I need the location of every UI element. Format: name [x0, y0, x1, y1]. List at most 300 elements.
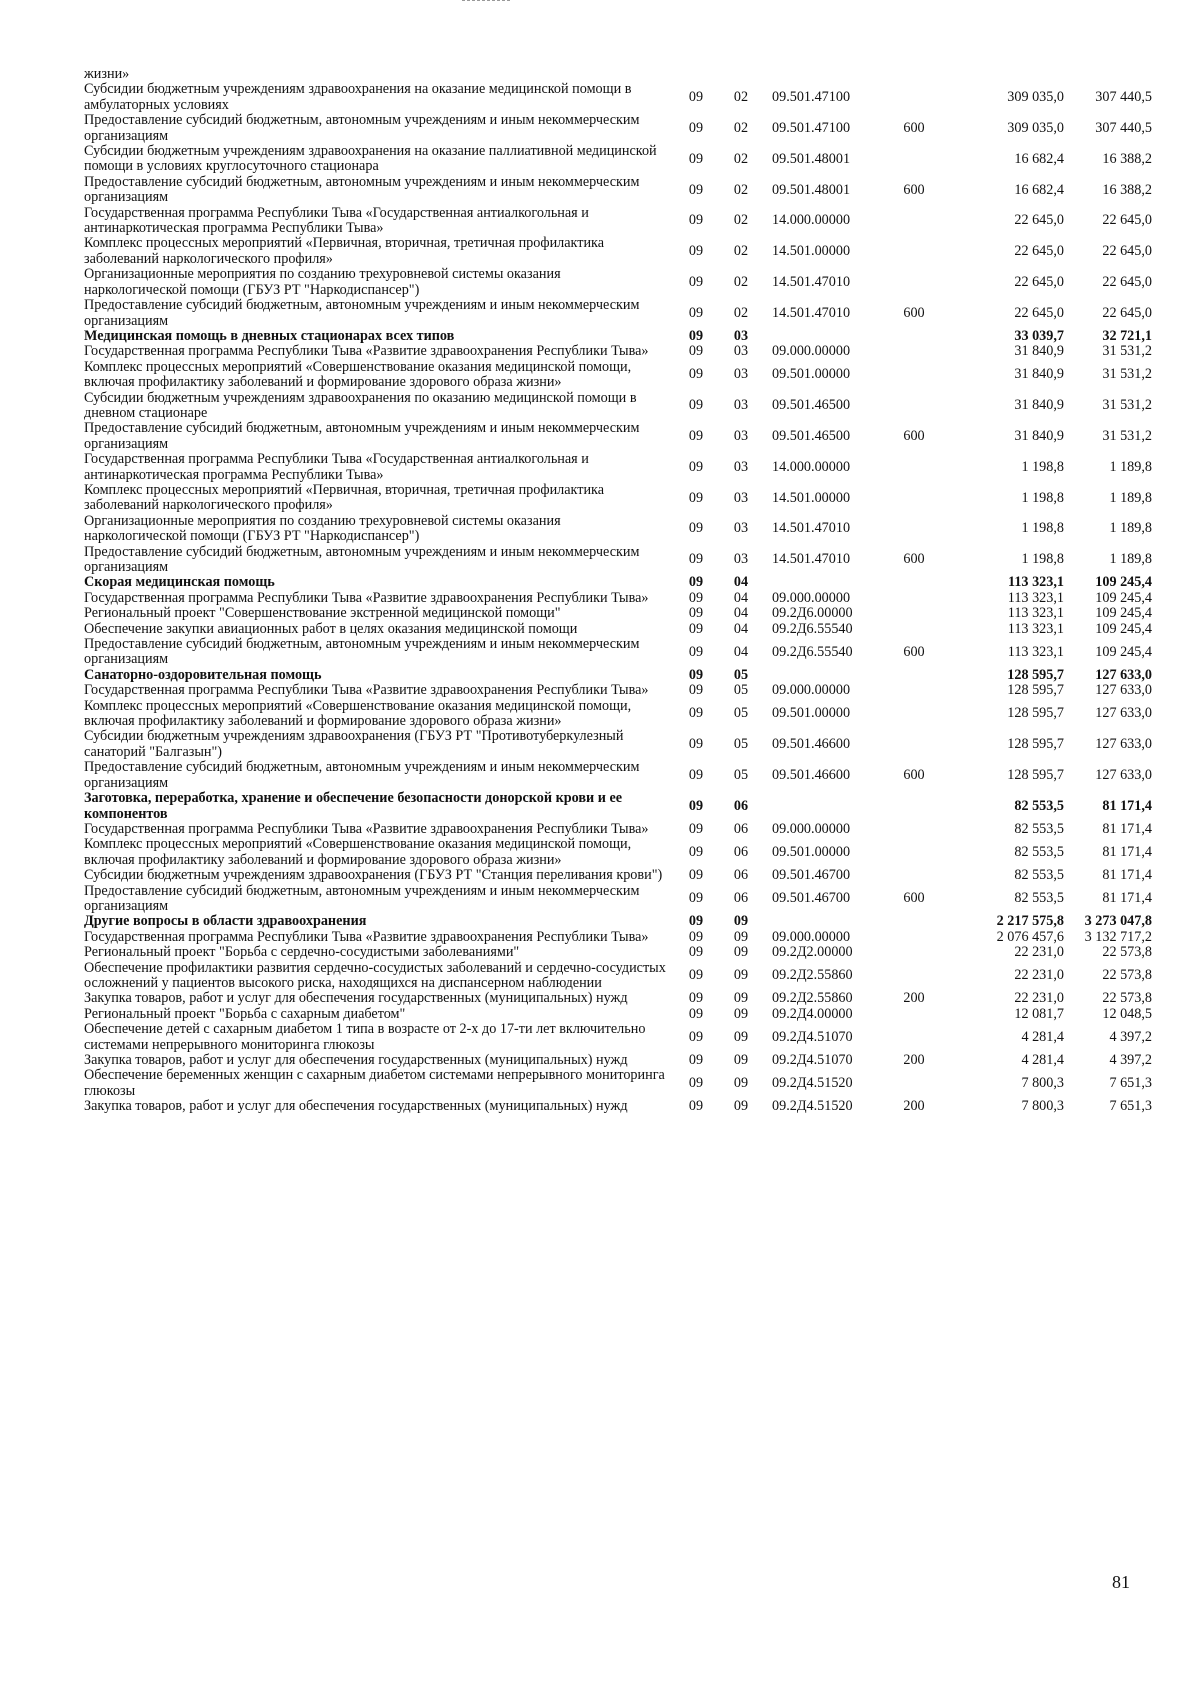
table-row	[84, 575, 1152, 590]
table-row	[84, 298, 1152, 329]
table-row	[84, 1007, 1152, 1022]
table-row	[84, 729, 1152, 760]
row-name: Предоставление субсидий бюджетным, автономным учреждениям и иным некоммерческим организациям	[84, 882, 640, 914]
table-row	[84, 421, 1152, 452]
table-row	[84, 914, 1152, 929]
expense-type-code	[888, 791, 940, 822]
amount-year-1: 12 081,7	[1014, 1005, 1064, 1022]
page-number: 81	[1112, 1572, 1130, 1592]
amount-year-1: 31 840,9	[1014, 366, 1064, 383]
target-article-code	[764, 668, 888, 683]
row-name: Субсидии бюджетным учреждениям здравоохранения на оказание паллиативной медицинской помощи в условиях круглосуточного стационара	[84, 143, 657, 175]
subsection-code: 04	[733, 605, 749, 622]
amount-year-2: 109 245,4	[1095, 589, 1152, 606]
subsection-code: 09	[733, 1075, 749, 1092]
expense-type-code	[888, 67, 940, 82]
target-article-code: 09.000.00000	[772, 682, 851, 699]
expense-type-code	[888, 914, 940, 929]
amount-year-1: 113 323,1	[1007, 643, 1064, 660]
expense-type-code	[888, 591, 940, 606]
section-code: 09	[688, 273, 704, 290]
row-name: Обеспечение профилактики развития сердечно-сосудистых заболеваний и сердечно-сосудистых осложнений у пациентов высокого риска, находящихся на диспансерном наблюдении	[84, 959, 666, 991]
section-code: 09	[688, 1052, 704, 1068]
expense-type-code: 600	[903, 890, 925, 907]
amount-year-1: 7 800,3	[1021, 1098, 1064, 1115]
section-code: 09	[688, 944, 704, 961]
target-article-code: 09.501.48001	[772, 150, 851, 167]
subsection-code: 03	[733, 397, 749, 414]
amount-year-1: 31 840,9	[1014, 397, 1064, 414]
table-row	[84, 637, 1152, 668]
section-code: 09	[688, 990, 704, 1007]
amount-year-1: 82 553,5	[1014, 844, 1064, 861]
expense-type-code	[888, 945, 940, 960]
table-row	[84, 144, 1152, 175]
table-row	[84, 113, 1152, 144]
row-name: Санаторно-оздоровительная помощь	[84, 666, 322, 683]
target-article-code: 09.501.47100	[772, 119, 851, 136]
amount-year-1: 22 231,0	[1014, 944, 1064, 961]
subsection-code: 06	[733, 820, 749, 837]
subsection-code: 04	[733, 620, 749, 637]
amount-year-1: 16 682,4	[1014, 150, 1064, 167]
amount-year-1: 33 039,7	[1014, 327, 1064, 344]
expense-type-code: 200	[903, 1052, 925, 1068]
row-name: Комплекс процессных мероприятий «Совершенствование оказания медицинской помощи, включая профилактику заболеваний и формирование здорового образа жизни»	[84, 836, 632, 868]
row-name: Государственная программа Республики Тыва «Государственная антиалкогольная и антинаркотическая программа Республики Тыва»	[84, 204, 589, 237]
amount-year-1: 1 198,8	[1021, 458, 1064, 475]
amount-year-1: 31 840,9	[1014, 428, 1064, 445]
target-article-code: 09.501.46600	[772, 736, 851, 753]
table-row	[84, 545, 1152, 576]
section-code: 09	[688, 343, 704, 360]
amount-year-1: 22 645,0	[1014, 243, 1064, 260]
section-code: 09	[688, 458, 704, 475]
section-code: 09	[688, 1098, 704, 1115]
expense-type-code	[888, 206, 940, 237]
section-code: 09	[688, 820, 704, 837]
table-row	[84, 267, 1152, 298]
amount-year-2: 31 531,2	[1102, 366, 1152, 383]
table-row	[84, 1099, 1152, 1114]
amount-year-2: 1 189,8	[1109, 458, 1152, 475]
section-code: 09	[688, 520, 704, 537]
table-row	[84, 344, 1152, 359]
section-code: 09	[688, 605, 704, 622]
subsection-code: 09	[733, 967, 749, 984]
amount-year-1: 309 035,0	[1007, 119, 1064, 136]
amount-year-2: 12 048,5	[1102, 1005, 1152, 1022]
row-name: Региональный проект "Совершенствование экстренной медицинской помощи"	[84, 605, 561, 622]
amount-year-2: 31 531,2	[1102, 343, 1152, 360]
amount-year-1: 22 231,0	[1014, 990, 1064, 1007]
subsection-code: 03	[733, 343, 749, 360]
subsection-code: 06	[733, 867, 749, 884]
target-article-code: 09.2Д6.00000	[772, 605, 853, 622]
subsection-code: 02	[733, 212, 749, 229]
amount-year-1: 309 035,0	[1007, 89, 1064, 106]
section-code: 09	[688, 212, 704, 229]
row-name: Предоставление субсидий бюджетным, автономным учреждениям и иным некоммерческим организациям	[84, 636, 640, 668]
target-article-code: 09.2Д4.00000	[772, 1005, 853, 1022]
row-name: Региональный проект "Борьба с сахарным диабетом"	[84, 1005, 406, 1022]
row-name: Государственная программа Республики Тыва «Развитие здравоохранения Республики Тыва»	[84, 928, 649, 945]
amount-year-2: 109 245,4	[1095, 574, 1152, 591]
table-row	[84, 683, 1152, 698]
table-row	[84, 1053, 1152, 1068]
target-article-code: 09.501.46700	[772, 867, 851, 884]
expense-type-code: 600	[903, 428, 925, 445]
section-code: 09	[688, 574, 704, 591]
target-article-code: 09.501.46700	[772, 890, 851, 907]
row-name: Субсидии бюджетным учреждениям здравоохранения (ГБУЗ РТ "Станция переливания крови")	[84, 867, 663, 884]
expense-type-code: 600	[903, 181, 925, 198]
amount-year-1	[940, 67, 1074, 82]
table-row	[84, 791, 1152, 822]
target-article-code: 14.501.47010	[772, 551, 851, 568]
target-article-code: 09.501.47100	[772, 89, 851, 106]
target-article-code: 09.2Д2.00000	[772, 944, 853, 961]
subsection-code: 04	[733, 589, 749, 606]
amount-year-1: 82 553,5	[1014, 867, 1064, 884]
amount-year-2: 127 633,0	[1095, 736, 1152, 753]
expense-type-code	[888, 82, 940, 113]
amount-year-1: 1 198,8	[1021, 520, 1064, 537]
subsection-code: 02	[733, 273, 749, 290]
section-code: 09	[688, 1005, 704, 1022]
target-article-code: 09.2Д4.51070	[772, 1028, 853, 1045]
expense-type-code	[888, 1022, 940, 1053]
amount-year-1: 1 198,8	[1021, 551, 1064, 568]
section-code: 09	[688, 397, 704, 414]
table-row	[84, 622, 1152, 637]
subsection-code: 05	[733, 736, 749, 753]
expense-type-code	[888, 329, 940, 344]
section-code: 09	[688, 181, 704, 198]
subsection-code: 04	[733, 574, 749, 591]
section-code: 09	[688, 867, 704, 884]
target-article-code: 09.501.00000	[772, 844, 851, 861]
row-name: Предоставление субсидий бюджетным, автономным учреждениям и иным некоммерческим организациям	[84, 543, 640, 575]
amount-year-2: 1 189,8	[1109, 520, 1152, 537]
scan-top-mark	[462, 0, 510, 4]
amount-year-2: 81 171,4	[1102, 867, 1152, 884]
expense-type-code	[888, 961, 940, 992]
subsection-code: 09	[733, 913, 749, 930]
amount-year-1: 82 553,5	[1014, 797, 1064, 814]
row-name: Государственная программа Республики Тыва «Развитие здравоохранения Республики Тыва»	[84, 682, 649, 699]
subsection-code: 09	[733, 1052, 749, 1068]
table-row	[84, 514, 1152, 545]
table-row	[84, 868, 1152, 883]
section-code: 09	[688, 89, 704, 106]
row-name: Предоставление субсидий бюджетным, автономным учреждениям и иным некоммерческим организациям	[84, 759, 640, 791]
row-name: Государственная программа Республики Тыва «Развитие здравоохранения Республики Тыва»	[84, 820, 649, 837]
table-row	[84, 822, 1152, 837]
amount-year-1: 128 595,7	[1007, 736, 1064, 753]
amount-year-1: 1 198,8	[1021, 489, 1064, 506]
subsection-code: 05	[733, 766, 749, 783]
amount-year-2: 3 273 047,8	[1084, 913, 1152, 930]
row-name: Заготовка, переработка, хранение и обеспечение безопасности донорской крови и ее компонентов	[84, 790, 623, 822]
table-row	[84, 360, 1152, 391]
amount-year-2: 7 651,3	[1109, 1098, 1152, 1115]
table-row	[84, 606, 1152, 621]
amount-year-2: 22 573,8	[1102, 990, 1152, 1007]
budget-table	[84, 67, 1152, 1115]
section-code: 09	[688, 705, 704, 722]
table-row	[84, 1022, 1152, 1053]
row-name: Предоставление субсидий бюджетным, автономным учреждениям и иным некоммерческим организациям	[84, 420, 640, 452]
amount-year-1: 4 281,4	[1021, 1028, 1064, 1045]
expense-type-code: 200	[903, 990, 925, 1007]
table-row	[84, 67, 1152, 82]
table-row	[84, 82, 1152, 113]
table-row	[84, 699, 1152, 730]
expense-type-code	[888, 575, 940, 590]
row-name: Предоставление субсидий бюджетным, автономным учреждениям и иным некоммерческим организациям	[84, 297, 640, 329]
section-code	[674, 67, 718, 82]
row-name: Комплекс процессных мероприятий «Совершенствование оказания медицинской помощи, включая профилактику заболеваний и формирование здорового образа жизни»	[84, 697, 632, 730]
amount-year-2: 22 645,0	[1102, 243, 1152, 260]
amount-year-2	[1074, 67, 1152, 82]
target-article-code: 09.000.00000	[772, 343, 851, 360]
section-code: 09	[688, 928, 704, 945]
subsection-code: 06	[733, 844, 749, 861]
subsection-code: 09	[733, 1028, 749, 1045]
expense-type-code	[888, 668, 940, 683]
amount-year-1: 22 231,0	[1014, 967, 1064, 984]
expense-type-code	[888, 622, 940, 637]
section-code: 09	[688, 766, 704, 783]
amount-year-1: 22 645,0	[1014, 304, 1064, 321]
target-article-code	[764, 329, 888, 344]
target-article-code: 14.000.00000	[772, 212, 851, 229]
target-article-code: 14.000.00000	[772, 458, 851, 475]
target-article-code: 14.501.47010	[772, 304, 851, 321]
row-name: жизни»	[84, 66, 130, 82]
subsection-code: 02	[733, 150, 749, 167]
target-article-code: 09.501.46600	[772, 766, 851, 783]
amount-year-2: 127 633,0	[1095, 705, 1152, 722]
section-code: 09	[688, 589, 704, 606]
row-name: Государственная программа Республики Тыва «Развитие здравоохранения Республики Тыва»	[84, 589, 649, 606]
subsection-code: 09	[733, 928, 749, 945]
row-name: Комплекс процессных мероприятий «Первичная, вторичная, третичная профилактика заболеваний наркологического профиля»	[84, 481, 605, 514]
amount-year-1: 113 323,1	[1007, 605, 1064, 622]
row-name: Обеспечение детей с сахарным диабетом 1 типа в возрасте от 2-х до 17-ти лет включительно системами непрерывного мониторинга глюкозы	[84, 1021, 646, 1053]
row-name: Закупка товаров, работ и услуг для обеспечения государственных (муниципальных) нужд	[84, 990, 628, 1007]
table-row	[84, 1068, 1152, 1099]
row-name: Региональный проект "Борьба с сердечно-сосудистыми заболеваниями"	[84, 944, 520, 961]
section-code: 09	[688, 967, 704, 984]
target-article-code: 09.000.00000	[772, 928, 851, 945]
amount-year-2: 1 189,8	[1109, 489, 1152, 506]
subsection-code: 05	[733, 705, 749, 722]
section-code: 09	[688, 428, 704, 445]
expense-type-code	[888, 606, 940, 621]
target-article-code: 09.2Д2.55860	[772, 967, 853, 984]
row-name: Медицинская помощь в дневных стационарах всех типов	[84, 327, 455, 344]
amount-year-2: 127 633,0	[1095, 682, 1152, 699]
subsection-code: 03	[733, 458, 749, 475]
expense-type-code	[888, 868, 940, 883]
amount-year-2: 307 440,5	[1095, 119, 1152, 136]
row-name: Другие вопросы в области здравоохранения	[84, 913, 367, 930]
subsection-code: 03	[733, 489, 749, 506]
subsection-code: 09	[733, 1098, 749, 1115]
amount-year-2: 4 397,2	[1109, 1028, 1152, 1045]
expense-type-code	[888, 837, 940, 868]
row-name: Скорая медицинская помощь	[84, 574, 275, 591]
target-article-code: 09.2Д4.51070	[772, 1052, 853, 1068]
amount-year-2: 109 245,4	[1095, 643, 1152, 660]
section-code: 09	[688, 1028, 704, 1045]
table-row	[84, 837, 1152, 868]
amount-year-1: 113 323,1	[1007, 620, 1064, 637]
target-article-code: 14.501.00000	[772, 489, 851, 506]
row-name: Организационные мероприятия по созданию трехуровневой системы оказания наркологической помощи (ГБУЗ РТ "Наркодиспансер")	[84, 512, 561, 545]
table-row	[84, 930, 1152, 945]
section-code: 09	[688, 243, 704, 260]
row-name: Организационные мероприятия по созданию трехуровневой системы оказания наркологической помощи (ГБУЗ РТ "Наркодиспансер")	[84, 266, 561, 298]
target-article-code: 09.2Д2.55860	[772, 990, 853, 1007]
section-code: 09	[688, 327, 704, 344]
expense-type-code	[888, 514, 940, 545]
table-row	[84, 483, 1152, 514]
table-row	[84, 329, 1152, 344]
table-row	[84, 668, 1152, 683]
row-name: Обеспечение закупки авиационных работ в целях оказания медицинской помощи	[84, 620, 578, 637]
amount-year-2: 22 573,8	[1102, 967, 1152, 984]
expense-type-code: 600	[903, 766, 925, 783]
amount-year-1: 128 595,7	[1007, 666, 1064, 683]
section-code: 09	[688, 150, 704, 167]
expense-type-code	[888, 391, 940, 422]
amount-year-2: 81 171,4	[1102, 844, 1152, 861]
amount-year-1: 4 281,4	[1021, 1052, 1064, 1068]
amount-year-1: 22 645,0	[1014, 273, 1064, 290]
section-code: 09	[688, 489, 704, 506]
amount-year-2: 109 245,4	[1095, 605, 1152, 622]
expense-type-code	[888, 1068, 940, 1099]
expense-type-code: 200	[903, 1098, 925, 1115]
section-code: 09	[688, 797, 704, 814]
row-name: Субсидии бюджетным учреждениям здравоохранения по оказанию медицинской помощи в дневном стационаре	[84, 389, 637, 421]
subsection-code: 02	[733, 181, 749, 198]
table-row	[84, 391, 1152, 422]
target-article-code: 09.000.00000	[772, 820, 851, 837]
target-article-code	[764, 575, 888, 590]
expense-type-code	[888, 360, 940, 391]
row-name: Государственная программа Республики Тыва «Развитие здравоохранения Республики Тыва»	[84, 343, 649, 360]
table-row	[84, 206, 1152, 237]
section-code: 09	[688, 844, 704, 861]
amount-year-1: 22 645,0	[1014, 212, 1064, 229]
expense-type-code	[888, 452, 940, 483]
section-code: 09	[688, 682, 704, 699]
table-body	[84, 67, 1152, 1115]
table-row	[84, 991, 1152, 1006]
subsection-code: 05	[733, 682, 749, 699]
target-article-code: 09.501.00000	[772, 366, 851, 383]
section-code: 09	[688, 736, 704, 753]
amount-year-2: 4 397,2	[1109, 1052, 1152, 1068]
row-name: Комплекс процессных мероприятий «Первичная, вторичная, третичная профилактика заболеваний наркологического профиля»	[84, 235, 605, 267]
row-name: Предоставление субсидий бюджетным, автономным учреждениям и иным некоммерческим организациям	[84, 173, 640, 206]
amount-year-2: 81 171,4	[1102, 797, 1152, 814]
table-row	[84, 175, 1152, 206]
subsection-code: 09	[733, 1005, 749, 1022]
subsection-code: 04	[733, 643, 749, 660]
amount-year-1: 113 323,1	[1008, 574, 1064, 591]
amount-year-2: 31 531,2	[1102, 397, 1152, 414]
amount-year-2: 16 388,2	[1102, 181, 1152, 198]
subsection-code: 03	[733, 428, 749, 445]
subsection-code: 09	[733, 944, 749, 961]
amount-year-2: 1 189,8	[1109, 551, 1152, 568]
target-article-code: 09.501.46500	[772, 428, 851, 445]
amount-year-2: 109 245,4	[1095, 620, 1152, 637]
expense-type-code	[888, 267, 940, 298]
section-code: 09	[688, 666, 704, 683]
amount-year-1: 16 682,4	[1014, 181, 1064, 198]
target-article-code: 14.501.47010	[772, 273, 851, 290]
amount-year-2: 307 440,5	[1095, 89, 1152, 106]
subsection-code: 03	[733, 520, 749, 537]
target-article-code: 14.501.47010	[772, 520, 851, 537]
expense-type-code	[888, 236, 940, 267]
amount-year-1: 128 595,7	[1007, 682, 1064, 699]
expense-type-code	[888, 144, 940, 175]
row-name: Субсидии бюджетным учреждениям здравоохранения на оказание медицинской помощи в амбулаторных условиях	[84, 81, 632, 113]
expense-type-code	[888, 483, 940, 514]
row-name: Комплекс процессных мероприятий «Совершенствование оказания медицинской помощи, включая профилактику заболеваний и формирование здорового образа жизни»	[84, 358, 632, 391]
target-article-code: 09.2Д6.55540	[772, 643, 853, 660]
amount-year-2: 7 651,3	[1109, 1075, 1152, 1092]
subsection-code: 02	[733, 89, 749, 106]
table-row	[84, 884, 1152, 915]
target-article-code	[764, 914, 888, 929]
section-code: 09	[688, 913, 704, 930]
amount-year-2: 127 633,0	[1095, 666, 1152, 683]
amount-year-1: 82 553,5	[1014, 820, 1064, 837]
table-row	[84, 452, 1152, 483]
target-article-code: 09.501.00000	[772, 705, 851, 722]
section-code: 09	[688, 620, 704, 637]
subsection-code: 03	[733, 551, 749, 568]
table-row	[84, 945, 1152, 960]
subsection-code	[718, 67, 764, 82]
amount-year-1: 113 323,1	[1007, 589, 1064, 606]
table-row	[84, 760, 1152, 791]
amount-year-2: 22 645,0	[1102, 212, 1152, 229]
target-article-code: 09.501.48001	[772, 181, 851, 198]
target-article-code: 09.2Д6.55540	[772, 620, 853, 637]
amount-year-2: 32 721,1	[1102, 327, 1152, 344]
amount-year-2: 3 132 717,2	[1084, 928, 1152, 945]
expense-type-code	[888, 1007, 940, 1022]
subsection-code: 09	[733, 990, 749, 1007]
amount-year-1: 7 800,3	[1021, 1075, 1064, 1092]
section-code: 09	[688, 551, 704, 568]
amount-year-2: 81 171,4	[1102, 820, 1152, 837]
amount-year-1: 2 076 457,6	[996, 928, 1064, 945]
amount-year-2: 127 633,0	[1095, 766, 1152, 783]
row-name: Субсидии бюджетным учреждениям здравоохранения (ГБУЗ РТ "Противотуберкулезный санаторий "Балгазын")	[84, 728, 624, 760]
section-code: 09	[688, 890, 704, 907]
expense-type-code	[888, 822, 940, 837]
